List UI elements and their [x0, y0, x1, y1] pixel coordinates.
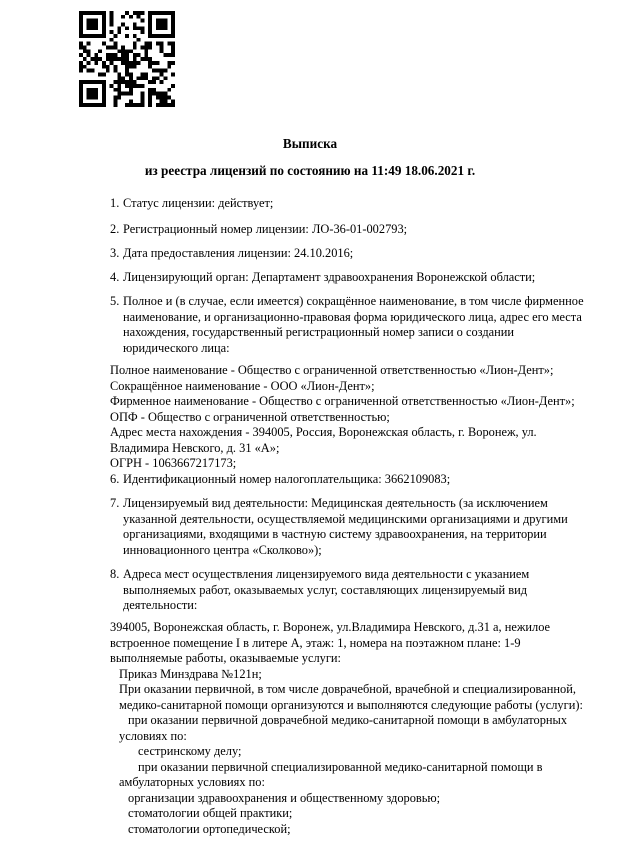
document-title: Выписка [282, 136, 338, 151]
item-text: Дата предоставления лицензии: 24.10.2016; [123, 246, 354, 260]
item-text: Идентификационный номер налогоплательщика: 3662109083; [123, 472, 451, 486]
service-item: сестринскому делу; [138, 744, 242, 758]
item-line: инновационного центра «Сколково»); [123, 542, 322, 557]
item-number: 5. [110, 294, 120, 308]
item-line: наименование, и организационно-правовая форма юридического лица, адрес его места [123, 309, 582, 324]
service-item: организации здравоохранения и общественному здоровью; [128, 790, 441, 805]
item-line: указанной деятельности, осуществляемой медицинскими организациями и другими [123, 511, 568, 526]
list-item [110, 222, 596, 238]
address-line: выполняемые работы, оказываемые услуги: [110, 651, 342, 665]
item-text [110, 294, 596, 356]
item-line: деятельности: [123, 598, 198, 612]
item-number: 1. [110, 196, 120, 210]
item-number: 6. [110, 472, 120, 486]
list-item [110, 294, 596, 356]
item-text [110, 567, 596, 614]
org-line: Адрес места нахождения - 394005, Россия, Воронежская область, г. Воронеж, ул. [110, 425, 537, 439]
item-line: организациями, входящими в частную систему здравоохранения, на территории [123, 527, 547, 541]
document-subtitle: из реестра лицензий по состоянию на 11:49 18.06.2021 г. [144, 163, 476, 178]
service-item: стоматологии ортопедической; [128, 821, 291, 836]
org-line: Владимира Невского, д. 31 «А»; [110, 440, 280, 455]
item-line: Лицензируемый вид деятельности: Медицинская деятельность (за исключением [123, 496, 548, 510]
service-group-line: амбулаторных условиях по: [119, 775, 265, 789]
service-item: стоматологии общей практики; [128, 806, 293, 820]
activity-address [110, 620, 602, 837]
list-item [110, 496, 596, 558]
item-text: Статус лицензии: действует; [123, 196, 274, 210]
org-line: ОГРН - 1063667217173; [110, 456, 237, 470]
address-line: 394005, Воронежская область, г. Воронеж, ул.Владимира Невского, д.31 а, нежилое [110, 620, 551, 634]
provision-line: При оказании первичной, в том числе доврачебной, врачебной и специализированной, [119, 682, 576, 696]
item-number: 3. [110, 246, 120, 260]
organization-details [110, 363, 602, 472]
item-line: нахождения, государственный регистрационный номер записи о создании [123, 325, 515, 339]
org-line: Фирменное наименование - Общество с ограниченной ответственностью «Лион-Дент»; [110, 394, 575, 408]
org-line: ОПФ - Общество с ограниченной ответственностью; [110, 409, 390, 424]
item-number: 8. [110, 567, 120, 581]
item-line: Полное и (в случае, если имеется) сокращённое наименование, в том числе фирменное [123, 294, 584, 308]
org-line: Полное наименование - Общество с ограниченной ответственностью «Лион-Дент»; [110, 363, 554, 377]
address-line: встроенное помещение I в литере А, этаж: 1, номера на поэтажном плане: 1-9 [110, 635, 521, 650]
item-line: Адреса мест осуществления лицензируемого вида деятельности с указанием [123, 567, 530, 581]
service-group-line: условиях по: [119, 728, 187, 743]
list-item [110, 270, 596, 286]
item-line: юридического лица: [123, 340, 230, 355]
list-item [110, 472, 596, 488]
service-group-line: при оказании первичной доврачебной медико-санитарной помощи в амбулаторных [128, 713, 568, 727]
item-number: 4. [110, 270, 120, 284]
order-line: Приказ Минздрава №121н; [119, 666, 262, 681]
item-text: Регистрационный номер лицензии: ЛО-36-01-002793; [123, 222, 408, 236]
list-item [110, 567, 596, 614]
provision-line: медико-санитарной помощи организуются и выполняются следующие работы (услуги): [119, 697, 583, 712]
item-number: 7. [110, 496, 120, 510]
qr-code-icon [79, 11, 175, 107]
service-group-line: при оказании первичной специализированной медико-санитарной помощи в [138, 759, 543, 774]
item-text [110, 496, 596, 558]
item-line: выполняемых работ, оказываемых услуг, составляющих лицензируемый вид [123, 582, 528, 597]
item-text: Лицензирующий орган: Департамент здравоохранения Воронежской области; [123, 270, 536, 284]
org-line: Сокращённое наименование - ООО «Лион-Дент»; [110, 378, 375, 393]
item-number: 2. [110, 222, 120, 236]
list-item [110, 196, 596, 212]
list-item [110, 246, 596, 262]
